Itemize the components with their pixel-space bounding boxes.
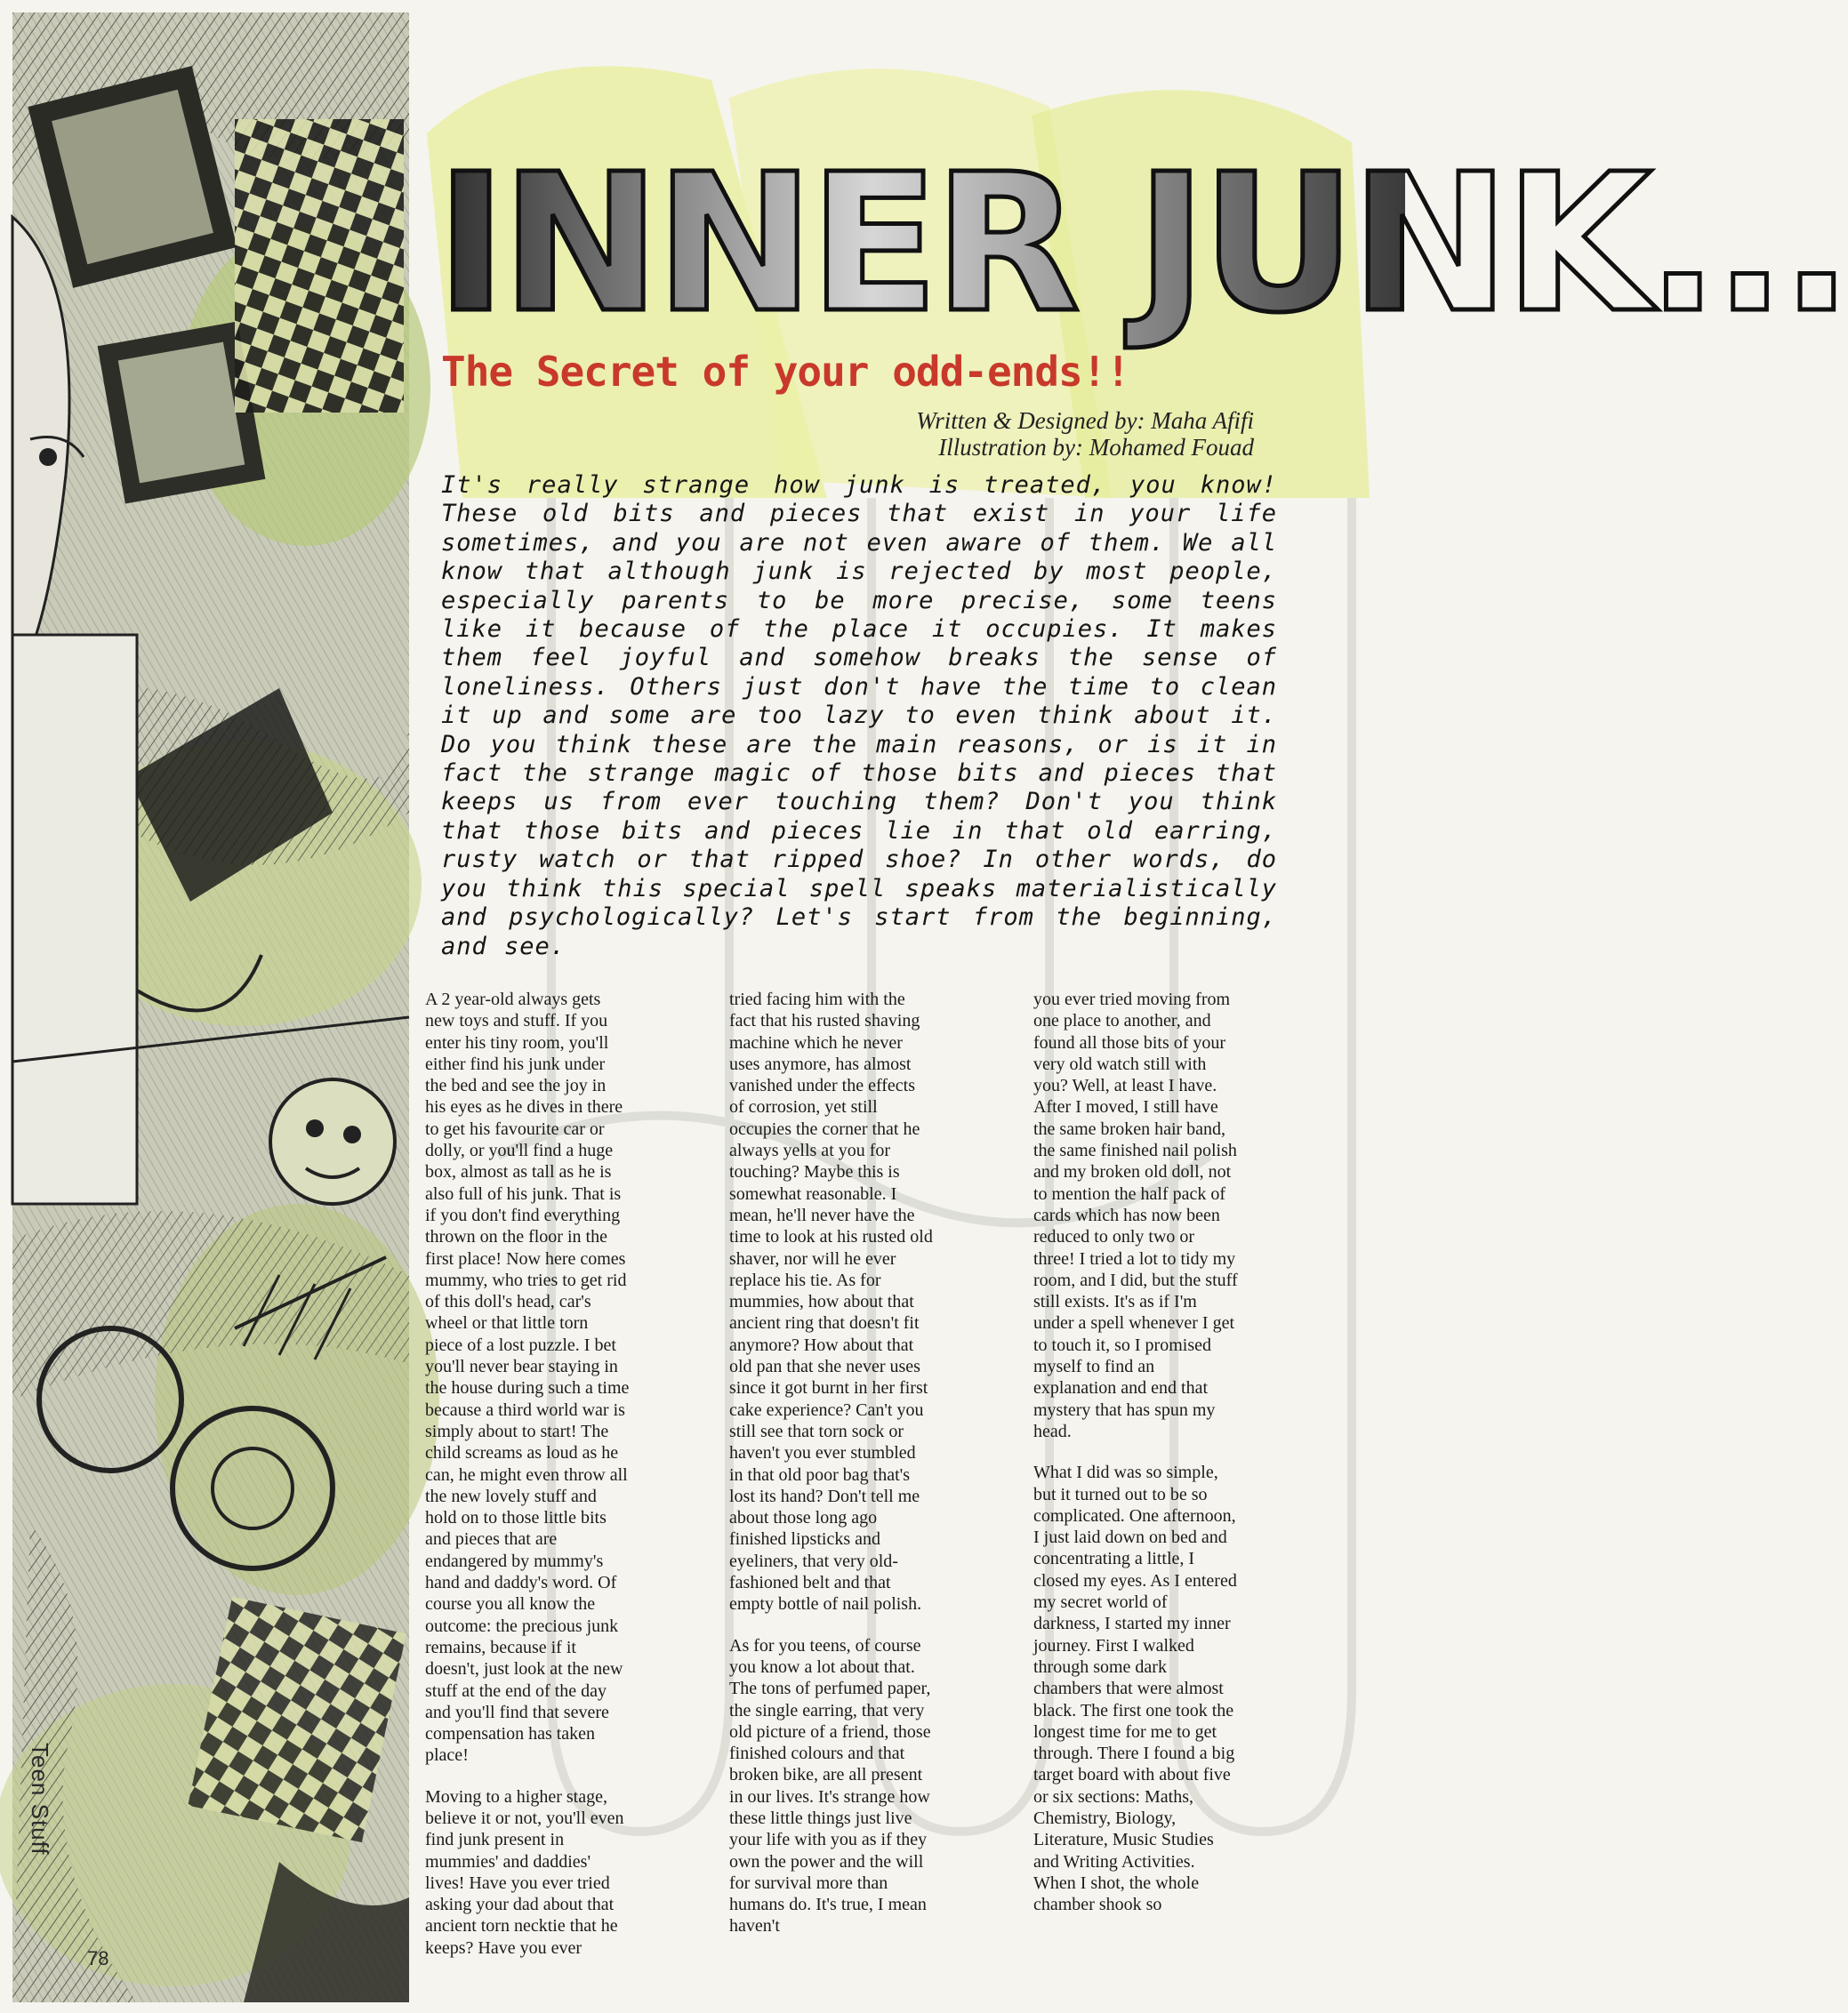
body-paragraph: A 2 year-old always gets new toys and stuff. If you enter his tiny room, you'll either find his junk under the bed and see the joy in his eyes as he dives in there to get his favourite car or dolly, or you'll find a huge box, almost as tall as he is also full of his junk. That is if you don't find everything thrown on the floor in the first place! Now here comes mummy, who tries to get rid of this doll's head, car's wheel or that little torn piece of a lost puzzle. I bet you'll never bear staying in the house during such a time because a third world war is simply about to start! The child screams as loud as he can, he might even throw all the new lovely stuff and hold on to those little bits and pieces that are endangered by mummy's hand and daddy's word. Of course you all know the outcome: the precious junk remains, because if it doesn't, just look at the new stuff at the end of the day and you'll find that severe compensation has taken place!	[425, 990, 630, 1766]
body-column-2	[729, 989, 934, 1957]
sketch-illustration	[12, 12, 409, 2002]
author-credit: Written & Designed by: Maha Afifi	[916, 407, 1254, 434]
credits	[720, 407, 1254, 461]
article-title: INNER JUNK...	[436, 133, 1848, 355]
illustrator-credit: Illustration by: Mohamed Fouad	[938, 434, 1254, 461]
body-paragraph: Moving to a higher stage, believe it or not, you'll even find junk present in mummies' and daddies' lives! Have you ever tried asking your dad about that ancient torn necktie that he keeps? Have you ever	[425, 1786, 624, 1958]
body-column-3	[1033, 989, 1238, 1935]
body-paragraph: As for you teens, of course you know a lot about that. The tons of perfumed paper, the single earring, that very old picture of a friend, those finished colours and that broken bike, are all present in our lives. It's strange how these little things just live your life with you as if they own the power and the will for survival more than humans do. It's true, I mean haven't	[729, 1635, 931, 1937]
body-paragraph: What I did was so simple, but it turned out to be so complicated. One afternoon, I just laid down on bed and concentrating a little, I closed my eyes. As I entered my secret world of darkness, I started my inner journey. First I walked through some dark chambers that were almost black. The first one took the longest time for me to get through. There I found a big target board with about five or six sections: Maths, Chemistry, Biology, Literature, Music Studies and Writing Activities. When I shot, the whole chamber shook so	[1033, 1463, 1237, 1915]
article-subtitle: The Secret of your odd-ends!!	[441, 348, 1130, 396]
body-column-1	[425, 989, 630, 1978]
sketch-illustration-art	[12, 12, 409, 2002]
intro-paragraph: It's really strange how junk is treated, you know! These old bits and pieces that exist in your life sometimes, and you are not even aware of them. We all know that although junk is rejected by most people, especially parents to be more precise, some teens like it because of the place it occupies. It makes them feel joyful and somehow breaks the sense of loneliness. Others just don't have the time to clean it up and some are too lazy to even think about it. Do you think these are the main reasons, or is it in fact the strange magic of those bits and pieces that keeps us from ever touching them? Don't you think that those bits and pieces lie in that old earring, rusty watch or that ripped shoe? In other words, do you think this special spell speaks materialistically and psychologically? Let's start from the beginning, and see.	[441, 471, 1277, 960]
page-number: 78	[87, 1947, 109, 1969]
body-paragraph: you ever tried moving from one place to another, and found all those bits of your very old watch still with you? Well, at least I have. After I moved, I still have the same broken hair band, the same finished nail polish and my broken old doll, not to mention the half pack of cards which has now been reduced to only two or three! I tried a lot to tidy my room, and I did, but the stuff still exists. It's as if I'm under a spell whenever I get to touch it, so I promised myself to find an explanation and end that mystery that has spun my head.	[1033, 990, 1238, 1441]
body-paragraph: tried facing him with the fact that his rusted shaving machine which he never uses anymore, has almost vanished under the effects of corrosion, yet still occupies the corner that he always yells at you for touching? Maybe this is somewhat reasonable. I mean, he'll never have the time to look at his rusted old shaver, nor will he ever replace his tie. As for mummies, how about that ancient ring that doesn't fit anymore? How about that old pan that she never uses since it got burnt in her first cake experience? Can't you still see that torn sock or haven't you ever stumbled in that old poor bag that's lost its hand? Don't tell me about those long ago finished lipsticks and eyeliners, that very old-fashioned belt and that empty bottle of nail polish.	[729, 990, 933, 1615]
section-label: Teen Stuff	[27, 1743, 53, 1856]
